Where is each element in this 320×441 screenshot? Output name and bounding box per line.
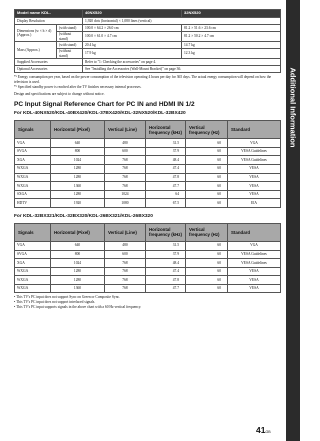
table-cell: 60 — [186, 156, 228, 165]
table-row — [15, 276, 281, 285]
spec-value: 20.4 kg — [83, 42, 182, 49]
table-cell: 768 — [105, 182, 146, 191]
table-cell: XGA — [15, 156, 51, 165]
table-cell: 60 — [186, 147, 228, 156]
table-cell: 60 — [186, 164, 228, 173]
table-cell: 60 — [186, 173, 228, 182]
table-cell: SVGA — [15, 250, 51, 259]
table-row — [15, 164, 281, 173]
table-cell: 48.4 — [146, 156, 186, 165]
spec-value: 100.0 × 64.2 × 26.0 cm — [83, 25, 182, 32]
table-cell: 47.4 — [146, 267, 186, 276]
table-cell: 37.9 — [146, 147, 186, 156]
table-cell: 600 — [105, 147, 146, 156]
spec-row-resolution — [15, 18, 281, 25]
column-header: Horizontal frequency (kHz) — [146, 121, 186, 139]
table-cell: 800 — [51, 147, 105, 156]
spec-value: 100.0 × 61.0 × 4.7 cm — [83, 32, 182, 42]
table-cell: 60 — [186, 276, 228, 285]
table-cell: EIA — [228, 199, 281, 208]
table-row — [15, 173, 281, 182]
table-row — [15, 190, 281, 199]
spec-value: 12.3 kg — [182, 49, 281, 59]
table-row — [15, 139, 281, 148]
table-cell: VESA — [228, 164, 281, 173]
table-cell: 768 — [105, 276, 146, 285]
table-cell: 768 — [105, 164, 146, 173]
spec-label: Optional Accessories — [15, 66, 83, 73]
column-header: Vertical frequency (Hz) — [186, 223, 228, 241]
page-content — [14, 9, 280, 309]
table-cell: VESA — [228, 276, 281, 285]
table-cell: 60 — [186, 250, 228, 259]
table-cell: VGA — [15, 139, 51, 148]
table-cell: 768 — [105, 284, 146, 293]
page-number-value: 41 — [256, 425, 266, 435]
table-cell: 60 — [186, 182, 228, 191]
table-cell: 31.5 — [146, 241, 186, 250]
note: • This TV's PC input supports signals in the above chart with a 60 Hz vertical frequency. — [14, 304, 142, 309]
table-cell: VGA — [228, 241, 281, 250]
spec-table — [14, 9, 281, 73]
spec-row-dimensions-with-stand — [15, 25, 281, 32]
column-header: Signals — [15, 223, 51, 241]
table-cell: 640 — [51, 139, 105, 148]
table-subtitle-2: For KDL-32BX321/KDL-32BX320/KDL-26BX321/KDL-26BX320 — [14, 213, 153, 219]
spec-label: Dimensions (w × h × d) (Approx.) — [15, 25, 57, 42]
table-cell: 1280 — [51, 190, 105, 199]
table-row — [15, 250, 281, 259]
table-cell: SXGA — [15, 190, 51, 199]
footnote: *¹ Energy consumption per year, based on the power consumption of the television operating 4 hours per day for 365 days. The actual energy consumption will depend on how the television is used. — [14, 75, 272, 84]
table-cell: 480 — [105, 139, 146, 148]
table-cell: 67.5 — [146, 199, 186, 208]
spec-row-supplied-accessories — [15, 59, 281, 66]
spec-header-32: 32NX520 — [182, 10, 281, 18]
table-cell: 60 — [186, 284, 228, 293]
table-cell: WXGA — [15, 284, 51, 293]
column-header: Horizontal (Pixel) — [51, 223, 105, 241]
column-header: Vertical (Line) — [105, 121, 146, 139]
table-cell: VESA Guidelines — [228, 259, 281, 268]
table-cell: VESA Guidelines — [228, 250, 281, 259]
column-header: Horizontal frequency (kHz) — [146, 223, 186, 241]
table-cell: VGA — [228, 139, 281, 148]
table-cell: 768 — [105, 156, 146, 165]
table-cell: VESA — [228, 267, 281, 276]
table-cell: 1280 — [51, 164, 105, 173]
table-cell: 47.8 — [146, 173, 186, 182]
table-cell: 60 — [186, 259, 228, 268]
table-cell: VESA — [228, 182, 281, 191]
table-cell: 47.8 — [146, 276, 186, 285]
table-cell: VESA — [228, 173, 281, 182]
table-row — [15, 259, 281, 268]
table-cell: 1024 — [105, 190, 146, 199]
column-header: Horizontal (Pixel) — [51, 121, 105, 139]
table-cell: VGA — [15, 241, 51, 250]
table-cell: 1920 — [51, 199, 105, 208]
table-cell: 800 — [51, 250, 105, 259]
table-cell: 31.5 — [146, 139, 186, 148]
spec-header-model: Model name KDL- — [15, 10, 83, 18]
spec-header-row — [15, 10, 281, 18]
table-row — [15, 199, 281, 208]
column-header: Signals — [15, 121, 51, 139]
table-row — [15, 182, 281, 191]
spec-label: Display Resolution — [15, 18, 83, 25]
section-title: PC Input Signal Reference Chart for PC IN and HDMI IN 1/2 — [14, 101, 195, 109]
table-cell: 60 — [186, 241, 228, 250]
signal-table-1 — [14, 120, 281, 208]
table-cell: 64 — [146, 190, 186, 199]
table-cell: 60 — [186, 139, 228, 148]
spec-sublabel: (without stand) — [57, 49, 83, 59]
table-cell: XGA — [15, 259, 51, 268]
page-lang: GB — [265, 430, 271, 434]
table-cell: 1080 — [105, 199, 146, 208]
table-cell: 768 — [105, 267, 146, 276]
table-cell: 1280 — [51, 276, 105, 285]
table-cell: 1280 — [51, 267, 105, 276]
spec-value: Refer to "1: Checking the accessories" on page 4. — [83, 59, 281, 66]
table-cell: VESA — [228, 190, 281, 199]
table-row — [15, 156, 281, 165]
table-cell: 1280 — [51, 173, 105, 182]
table-cell: 60 — [186, 267, 228, 276]
column-header: Standard — [228, 223, 281, 241]
table-cell: HDTV — [15, 199, 51, 208]
spec-row-mass-with-stand — [15, 42, 281, 49]
column-header: Standard — [228, 121, 281, 139]
table-cell: WXGA — [15, 267, 51, 276]
table-cell: 47.4 — [146, 164, 186, 173]
table-cell: 48.4 — [146, 259, 186, 268]
page-number — [256, 425, 271, 435]
side-tab-label: Additional Information — [288, 67, 298, 147]
table-cell: 1360 — [51, 182, 105, 191]
column-header: Vertical (Line) — [105, 223, 146, 241]
footnotes — [14, 75, 280, 89]
table-cell: WXGA — [15, 276, 51, 285]
spec-value: 81.2 × 51.6 × 23.6 cm — [182, 25, 281, 32]
spec-label: Supplied Accessories — [15, 59, 83, 66]
table-cell: 1024 — [51, 259, 105, 268]
table-cell: 768 — [105, 259, 146, 268]
table-cell: 1360 — [51, 284, 105, 293]
side-tab-label-box — [286, 52, 300, 162]
spec-sublabel: (with stand) — [57, 42, 83, 49]
note: • This TV's PC input does not support Sync on Green or Composite Sync. — [14, 295, 120, 300]
table-row — [15, 147, 281, 156]
table-cell: WXGA — [15, 164, 51, 173]
table-cell: VESA Guidelines — [228, 147, 281, 156]
table-row — [15, 241, 281, 250]
spec-header-40: 40NX520 — [83, 10, 182, 18]
footnote: *² Specified standby power is reached after the TV finishes necessary internal processes. — [14, 84, 142, 89]
table-cell: SVGA — [15, 147, 51, 156]
table-cell: VESA — [228, 284, 281, 293]
note: • This TV's PC input does not support interlaced signals. — [14, 300, 96, 305]
table-row — [15, 284, 281, 293]
table-cell: WXGA — [15, 182, 51, 191]
table-cell: 60 — [186, 199, 228, 208]
table-cell: WXGA — [15, 173, 51, 182]
table-cell: 60 — [186, 190, 228, 199]
spec-sublabel: (with stand) — [57, 25, 83, 32]
spec-sublabel: (without stand) — [57, 32, 83, 42]
spec-value: 14.7 kg — [182, 42, 281, 49]
spec-label: Mass (Approx.) — [15, 42, 57, 59]
table-cell: 47.7 — [146, 284, 186, 293]
table-header-row — [15, 223, 281, 241]
table-subtitle-1: For KDL-40NX520/KDL-40BX420/KDL-37BX420/KDL-32NX520/KDL-32BX420 — [14, 111, 186, 117]
table-cell: VESA Guidelines — [228, 156, 281, 165]
signal-table-2 — [14, 223, 281, 294]
spec-value: 81.2 × 50.2 × 4.7 cm — [182, 32, 281, 42]
table-cell: 1024 — [51, 156, 105, 165]
table-cell: 37.9 — [146, 250, 186, 259]
table-row — [15, 267, 281, 276]
table-cell: 480 — [105, 241, 146, 250]
notes — [14, 295, 280, 309]
table-header-row — [15, 121, 281, 139]
table-cell: 768 — [105, 173, 146, 182]
table-cell: 47.7 — [146, 182, 186, 191]
design-note: Design and specifications are subject to change without notice. — [14, 92, 105, 97]
spec-value: 17.9 kg — [83, 49, 182, 59]
spec-value: See "Installing the Accessories (Wall-Mount Bracket)" on page 36. — [83, 66, 281, 73]
table-cell: 600 — [105, 250, 146, 259]
spec-row-optional-accessories — [15, 66, 281, 73]
table-cell: 640 — [51, 241, 105, 250]
spec-value: 1,920 dots (horizontal) × 1,080 lines (vertical) — [83, 18, 281, 25]
column-header: Vertical frequency (Hz) — [186, 121, 228, 139]
